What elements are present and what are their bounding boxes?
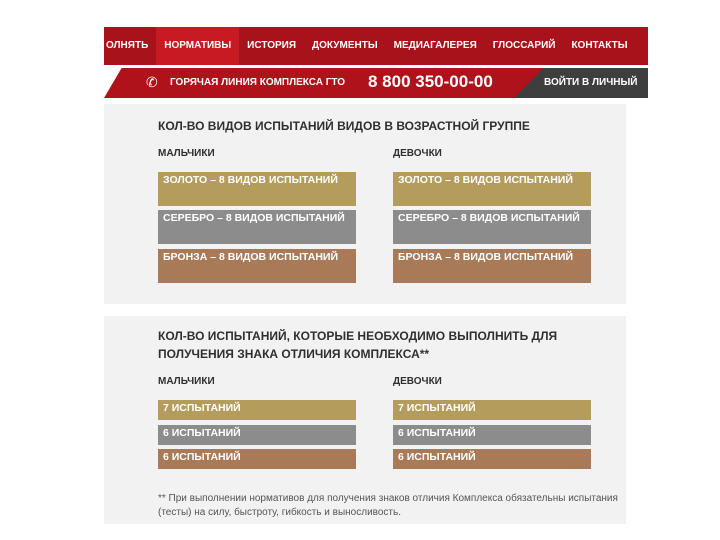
boys-silver-count: 6 ИСПЫТАНИЙ [158, 425, 356, 445]
main-nav [104, 27, 648, 65]
girls-bronze-box: БРОНЗА – 8 ВИДОВ ИСПЫТАНИЙ [393, 249, 591, 283]
boys-heading: МАЛЬЧИКИ [158, 148, 215, 159]
girls-gold-count: 7 ИСПЫТАНИЙ [393, 400, 591, 420]
girls-heading-2: ДЕВОЧКИ [393, 376, 442, 387]
section2-title-line2: ПОЛУЧЕНИЯ ЗНАКА ОТЛИЧИЯ КОМПЛЕКСА** [158, 347, 430, 361]
boys-gold-box: ЗОЛОТО – 8 ВИДОВ ИСПЫТАНИЙ [158, 172, 356, 206]
badge-requirements-panel [104, 316, 626, 524]
nav-item-documents[interactable]: ДОКУМЕНТЫ [312, 40, 378, 51]
nav-item-media[interactable]: МЕДИАГАЛЕРЕЯ [393, 40, 477, 51]
boys-bronze-box: БРОНЗА – 8 ВИДОВ ИСПЫТАНИЙ [158, 249, 356, 283]
nav-item-norms[interactable]: НОРМАТИВЫ [156, 27, 239, 65]
nav-item-history[interactable]: ИСТОРИЯ [247, 40, 297, 51]
nav-item-complete[interactable]: ОЛНЯТЬ [106, 40, 149, 51]
trials-by-age-panel [104, 104, 626, 304]
girls-silver-count: 6 ИСПЫТАНИЙ [393, 425, 591, 445]
girls-bronze-count: 6 ИСПЫТАНИЙ [393, 449, 591, 469]
boys-silver-box: СЕРЕБРО – 8 ВИДОВ ИСПЫТАНИЙ [158, 210, 356, 244]
phone-icon: ✆ [146, 74, 158, 90]
hotline-bar [104, 68, 648, 98]
section2-title-line1: КОЛ-ВО ИСПЫТАНИЙ, КОТОРЫЕ НЕОБХОДИМО ВЫПОЛНИТЬ ДЛЯ [158, 329, 558, 343]
nav-item-contacts[interactable]: КОНТАКТЫ [571, 40, 628, 51]
footnote: ** При выполнении нормативов для получения знаков отличия Комплекса обязательны испытания (тесты) на силу, быстроту, гибкость и выносливость. [158, 493, 618, 518]
girls-gold-box: ЗОЛОТО – 8 ВИДОВ ИСПЫТАНИЙ [393, 172, 591, 206]
hotline-phone[interactable]: 8 800 350-00-00 [368, 72, 493, 91]
section1-title: КОЛ-ВО ВИДОВ ИСПЫТАНИЙ ВИДОВ В ВОЗРАСТНОЙ ГРУППЕ [158, 119, 530, 133]
boys-bronze-count: 6 ИСПЫТАНИЙ [158, 449, 356, 469]
login-link[interactable]: ВОЙТИ В ЛИЧНЫЙ [544, 77, 638, 88]
boys-gold-count: 7 ИСПЫТАНИЙ [158, 400, 356, 420]
girls-heading: ДЕВОЧКИ [393, 148, 442, 159]
nav-item-glossary[interactable]: ГЛОССАРИЙ [492, 40, 556, 51]
boys-heading-2: МАЛЬЧИКИ [158, 376, 215, 387]
hotline-label: ГОРЯЧАЯ ЛИНИЯ КОМПЛЕКСА ГТО [170, 77, 346, 88]
girls-silver-box: СЕРЕБРО – 8 ВИДОВ ИСПЫТАНИЙ [393, 210, 591, 244]
